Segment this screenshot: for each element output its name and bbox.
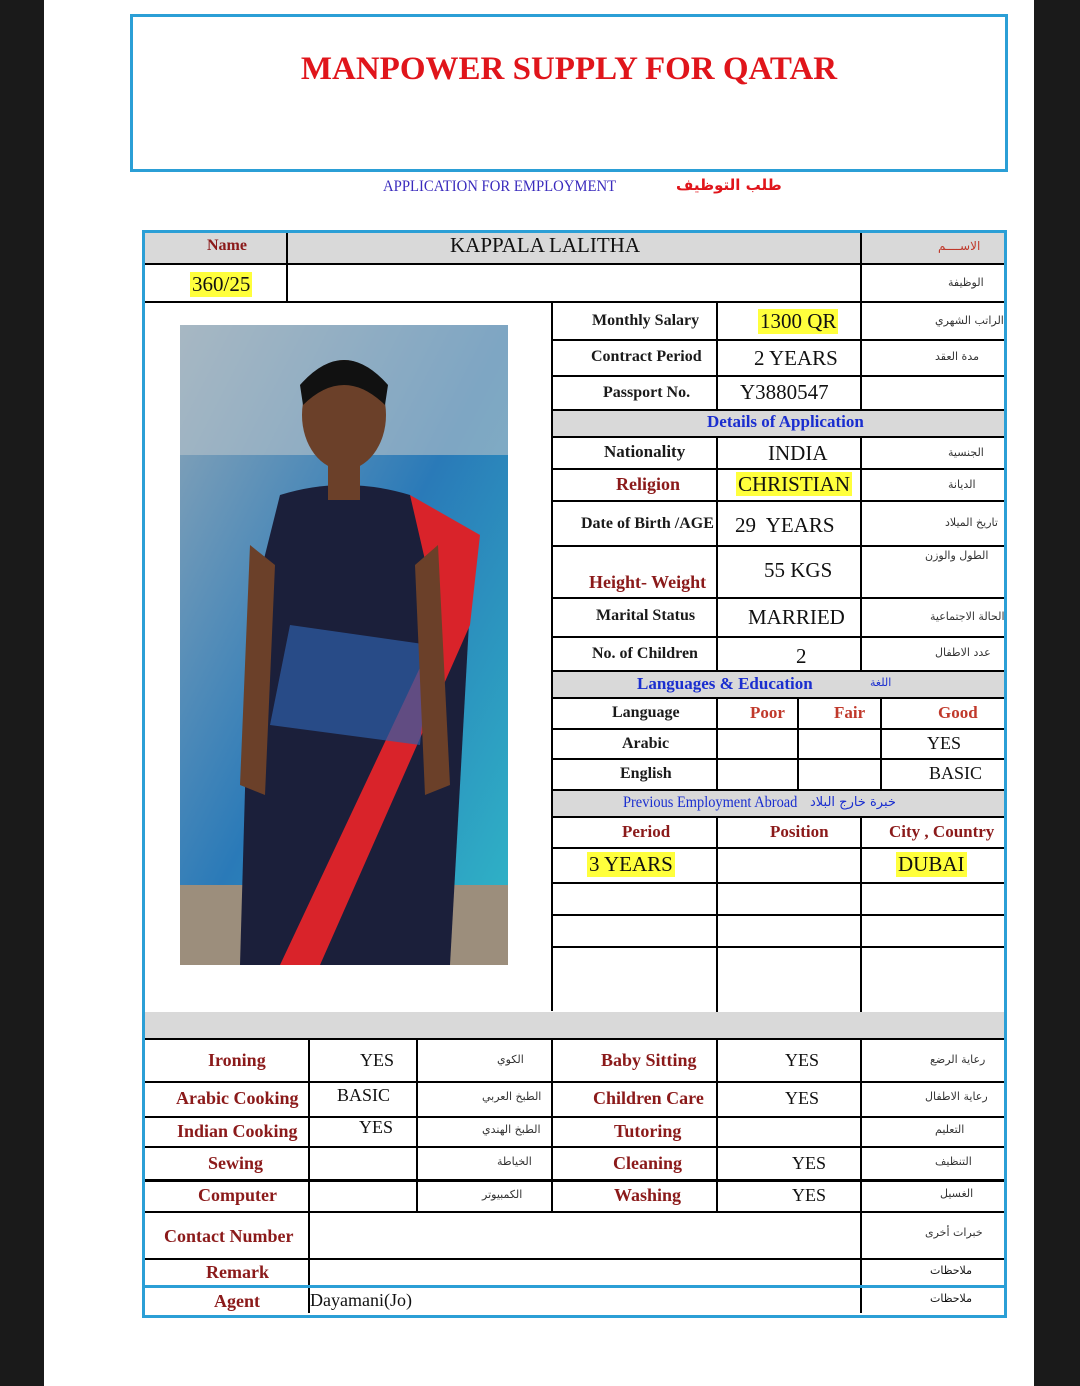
children-value: 2 bbox=[796, 644, 807, 668]
employment-heading-ar: خبرة خارج البلاد bbox=[810, 795, 896, 810]
skill-indian-cooking-label: Indian Cooking bbox=[177, 1121, 298, 1141]
skill-baby-sitting-label: Baby Sitting bbox=[601, 1050, 697, 1070]
agent-ar: ملاحظات bbox=[930, 1292, 972, 1305]
applicant-photo bbox=[180, 325, 508, 965]
skill-cleaning-value: YES bbox=[792, 1153, 827, 1173]
skill-washing-value: YES bbox=[792, 1185, 827, 1205]
skill-arabic-cooking-label: Arabic Cooking bbox=[176, 1088, 299, 1108]
contract-period-ar: مدة العقد bbox=[935, 350, 979, 363]
marital-status-ar: الحالة الاجتماعية bbox=[930, 610, 1005, 623]
children-ar: عدد الاطفال bbox=[935, 646, 991, 659]
lang-col-poor: Poor bbox=[750, 703, 785, 722]
lang-col-fair: Fair bbox=[834, 703, 866, 722]
lang-row-arabic: Arabic bbox=[622, 735, 670, 752]
employment-heading: Previous Employment Abroad bbox=[623, 794, 798, 811]
subtitle-ar: طلب التوظيف bbox=[676, 176, 782, 194]
marital-status-value: MARRIED bbox=[748, 605, 845, 629]
nationality-ar: الجنسية bbox=[948, 446, 984, 459]
height-weight-value: 55 KGS bbox=[764, 558, 833, 582]
contract-period-label: Contract Period bbox=[591, 348, 702, 365]
religion-value-box bbox=[736, 472, 860, 498]
skill-baby-sitting-value: YES bbox=[785, 1050, 820, 1070]
name-label: Name bbox=[207, 237, 247, 254]
page-title: MANPOWER SUPPLY FOR QATAR bbox=[300, 51, 838, 87]
details-heading: Details of Application bbox=[707, 412, 864, 431]
dob-age-label: Date of Birth /AGE bbox=[581, 515, 714, 532]
height-weight-label: Height- Weight bbox=[589, 572, 707, 592]
skill-tutoring-ar: التعليم bbox=[935, 1123, 965, 1136]
languages-heading: Languages & Education bbox=[637, 674, 813, 693]
skill-arabic-cooking-ar: الطبخ العربي bbox=[482, 1090, 542, 1103]
dob-age-ar: تاريخ الميلاد bbox=[945, 516, 998, 529]
skill-sewing-ar: الخياطة bbox=[497, 1155, 532, 1168]
agent-value: Dayamani(Jo) bbox=[310, 1290, 412, 1310]
reference-label-ar: الوظيفة bbox=[948, 276, 984, 289]
skill-indian-cooking-value: YES bbox=[359, 1117, 394, 1137]
skill-tutoring-label: Tutoring bbox=[614, 1121, 682, 1141]
passport-value: Y3880547 bbox=[740, 380, 829, 404]
skill-computer-ar: الكمبيوتر bbox=[482, 1188, 523, 1201]
lang-col-language: Language bbox=[612, 704, 680, 721]
skill-ironing-ar: الكوي bbox=[497, 1053, 524, 1066]
skill-cleaning-label: Cleaning bbox=[613, 1153, 683, 1173]
skill-children-care-ar: رعاية الاطفال bbox=[925, 1090, 988, 1103]
height-weight-ar: الطول والوزن bbox=[925, 549, 989, 562]
header-box bbox=[130, 14, 1008, 172]
skill-washing-label: Washing bbox=[614, 1185, 682, 1205]
skill-sewing-label: Sewing bbox=[208, 1153, 264, 1173]
lang-english-good: BASIC bbox=[929, 763, 983, 783]
name-value: KAPPALA LALITHA bbox=[450, 233, 640, 257]
lang-col-good: Good bbox=[938, 703, 978, 722]
subtitle-en: APPLICATION FOR EMPLOYMENT bbox=[383, 178, 617, 195]
religion-label: Religion bbox=[616, 474, 681, 494]
skill-arabic-cooking-value: BASIC bbox=[337, 1085, 391, 1105]
skill-computer-label: Computer bbox=[198, 1185, 277, 1205]
monthly-salary-ar: الراتب الشهري bbox=[935, 314, 1004, 327]
emp-col-position: Position bbox=[770, 822, 829, 841]
skill-baby-sitting-ar: رعاية الرضع bbox=[930, 1053, 986, 1066]
nationality-value: INDIA bbox=[768, 441, 828, 465]
languages-heading-ar: اللغة bbox=[870, 676, 892, 689]
monthly-salary-label: Monthly Salary bbox=[592, 312, 700, 329]
contact-number-label: Contact Number bbox=[164, 1226, 294, 1246]
skill-children-care-label: Children Care bbox=[593, 1088, 704, 1108]
monthly-salary-value: 1300 QR bbox=[760, 309, 837, 333]
skill-ironing-value: YES bbox=[360, 1050, 395, 1070]
skill-children-care-value: YES bbox=[785, 1088, 820, 1108]
remark-label: Remark bbox=[206, 1262, 269, 1282]
nationality-label: Nationality bbox=[604, 442, 686, 461]
skill-ironing-label: Ironing bbox=[208, 1050, 266, 1070]
remark-ar: ملاحظات bbox=[930, 1264, 972, 1277]
lang-row-english: English bbox=[620, 765, 672, 782]
dob-age-value: 29 YEARS bbox=[735, 513, 835, 537]
emp-location-value: DUBAI bbox=[898, 852, 965, 876]
passport-label: Passport No. bbox=[603, 384, 691, 401]
contract-period-value: 2 YEARS bbox=[754, 346, 838, 370]
skill-washing-ar: الغسيل bbox=[940, 1187, 974, 1200]
name-label-ar: الاســــم bbox=[938, 239, 981, 253]
agent-label: Agent bbox=[214, 1291, 260, 1311]
emp-period-value: 3 YEARS bbox=[589, 852, 673, 876]
contact-number-ar: خبرات أخرى bbox=[925, 1226, 983, 1239]
emp-col-period: Period bbox=[622, 822, 671, 841]
lang-arabic-good: YES bbox=[927, 733, 962, 753]
religion-value: CHRISTIAN bbox=[738, 472, 851, 496]
religion-ar: الديانة bbox=[948, 478, 976, 491]
emp-col-location: City , Country bbox=[889, 822, 995, 841]
skill-cleaning-ar: التنظيف bbox=[935, 1155, 972, 1168]
reference-number: 360/25 bbox=[192, 272, 251, 296]
skills-band bbox=[145, 1012, 1004, 1038]
marital-status-label: Marital Status bbox=[596, 607, 696, 624]
children-label: No. of Children bbox=[592, 645, 698, 662]
skill-indian-cooking-ar: الطبخ الهندي bbox=[482, 1123, 541, 1136]
